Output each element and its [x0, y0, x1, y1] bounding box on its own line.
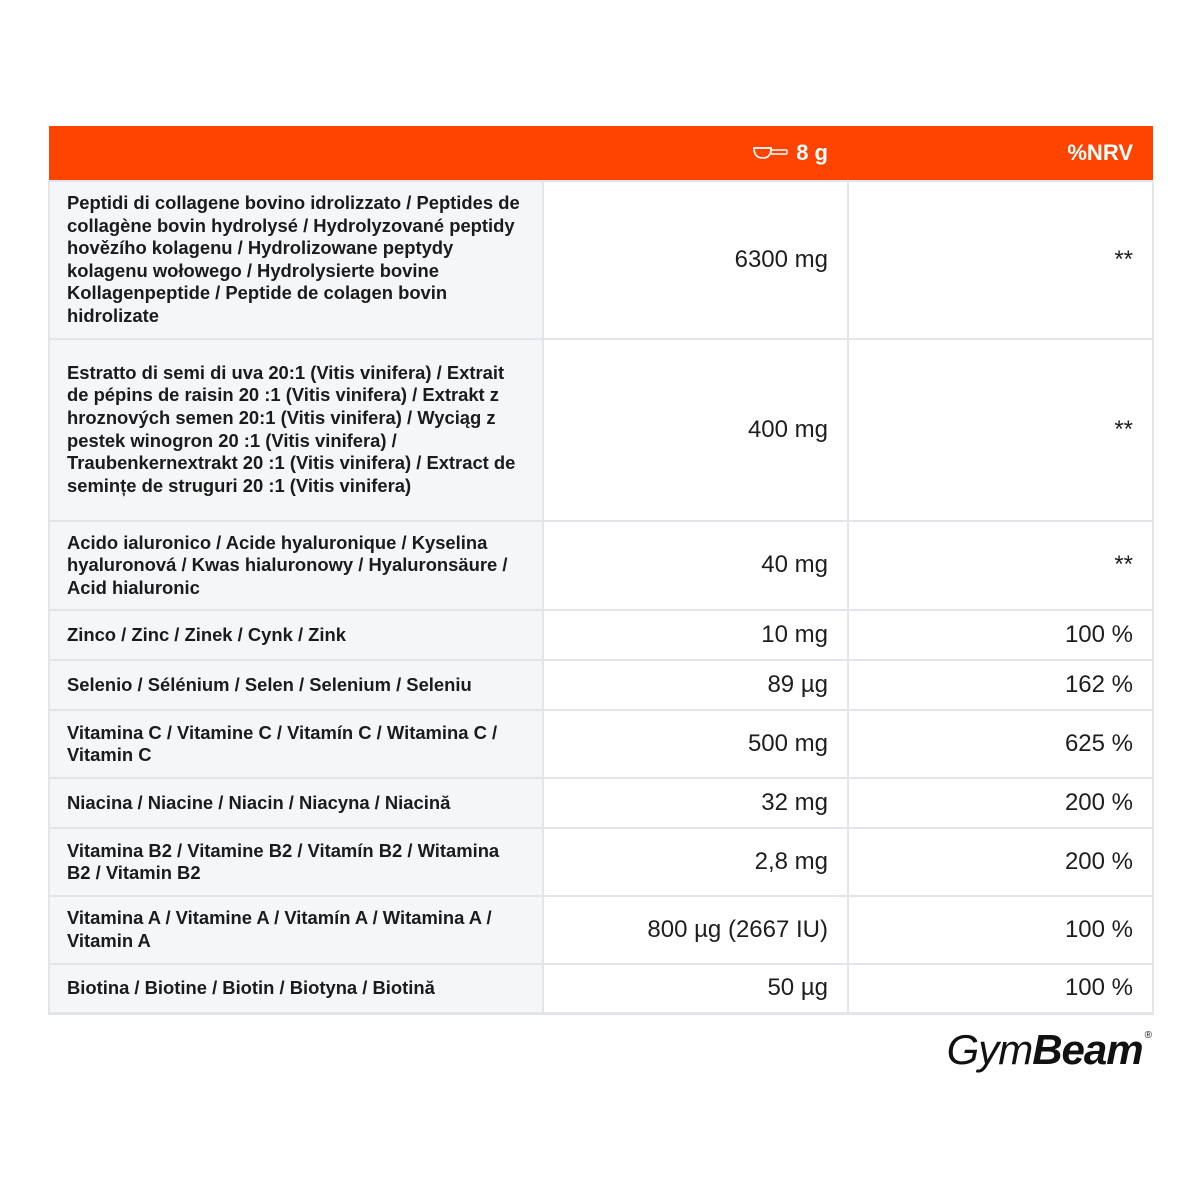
table-row	[49, 778, 1153, 828]
ingredient-name: Vitamina B2 / Vitamine B2 / Vitamín B2 / Witamina B2 / Vitamin B2	[49, 828, 543, 896]
ingredient-nrv: **	[848, 181, 1153, 339]
ingredient-amount: 10 mg	[543, 610, 848, 660]
ingredient-name: Niacina / Niacine / Niacin / Niacyna / Niacină	[49, 778, 543, 828]
header-nrv: %NRV	[848, 126, 1153, 181]
nutrition-table-container	[48, 126, 1152, 1015]
ingredient-name: Peptidi di collagene bovino idrolizzato / Peptides de collagène bovin hydrolysé / Hydrolyzované peptidy hovězího kolagenu / Hydrolizowane peptydy kolagenu wołowego / Hydrolysierte bovine Kollagenpeptide / Peptide de colagen bovin hidrolizate	[49, 181, 543, 339]
ingredient-name: Vitamina C / Vitamine C / Vitamín C / Witamina C / Vitamin C	[49, 710, 543, 778]
logo-gym: Gym	[946, 1026, 1033, 1073]
table-row	[49, 828, 1153, 896]
logo-beam: Beam	[1032, 1026, 1143, 1073]
ingredient-name: Acido ialuronico / Acide hyaluronique / Kyselina hyaluronová / Kwas hialuronowy / Hyaluronsäure / Acid hialuronic	[49, 521, 543, 611]
registered-mark: ®	[1144, 1030, 1152, 1041]
ingredient-name: Selenio / Sélénium / Selen / Selenium / Seleniu	[49, 660, 543, 710]
ingredient-nrv: 200 %	[848, 828, 1153, 896]
ingredient-amount: 50 µg	[543, 964, 848, 1014]
ingredient-name: Estratto di semi di uva 20:1 (Vitis vinifera) / Extrait de pépins de raisin 20 :1 (Vitis vinifera) / Extrakt z hroznových semen 20:1 (Vitis vinifera) / Wyciąg z pestek winogron 20 :1 (Vitis vinifera) / Traubenkernextrakt 20 :1 (Vitis vinifera) / Extract de semințe de struguri 20 :1 (Vitis vinifera)	[49, 339, 543, 521]
scoop-icon	[752, 144, 788, 160]
ingredient-name: Zinco / Zinc / Zinek / Cynk / Zink	[49, 610, 543, 660]
ingredient-nrv: **	[848, 339, 1153, 521]
ingredient-name: Biotina / Biotine / Biotin / Biotyna / Biotină	[49, 964, 543, 1014]
ingredient-nrv: 100 %	[848, 964, 1153, 1014]
nutrition-table	[48, 126, 1154, 1015]
table-header-row	[49, 126, 1153, 181]
ingredient-amount: 800 µg (2667 IU)	[543, 896, 848, 963]
ingredient-nrv: **	[848, 521, 1153, 611]
header-serving	[543, 126, 848, 181]
table-row	[49, 964, 1153, 1014]
header-serving-label: 8 g	[796, 140, 828, 165]
ingredient-nrv: 100 %	[848, 610, 1153, 660]
ingredient-amount: 89 µg	[543, 660, 848, 710]
ingredient-nrv: 162 %	[848, 660, 1153, 710]
table-row	[49, 181, 1153, 339]
ingredient-amount: 6300 mg	[543, 181, 848, 339]
gymbeam-logo	[947, 1026, 1152, 1074]
ingredient-name: Vitamina A / Vitamine A / Vitamín A / Witamina A / Vitamin A	[49, 896, 543, 963]
table-row	[49, 521, 1153, 611]
header-empty-cell	[49, 126, 543, 181]
table-row	[49, 610, 1153, 660]
ingredient-amount: 40 mg	[543, 521, 848, 611]
ingredient-amount: 400 mg	[543, 339, 848, 521]
table-row	[49, 896, 1153, 963]
ingredient-amount: 500 mg	[543, 710, 848, 778]
table-row	[49, 339, 1153, 521]
table-row	[49, 660, 1153, 710]
table-row	[49, 710, 1153, 778]
ingredient-nrv: 200 %	[848, 778, 1153, 828]
ingredient-amount: 32 mg	[543, 778, 848, 828]
ingredient-nrv: 625 %	[848, 710, 1153, 778]
ingredient-amount: 2,8 mg	[543, 828, 848, 896]
ingredient-nrv: 100 %	[848, 896, 1153, 963]
